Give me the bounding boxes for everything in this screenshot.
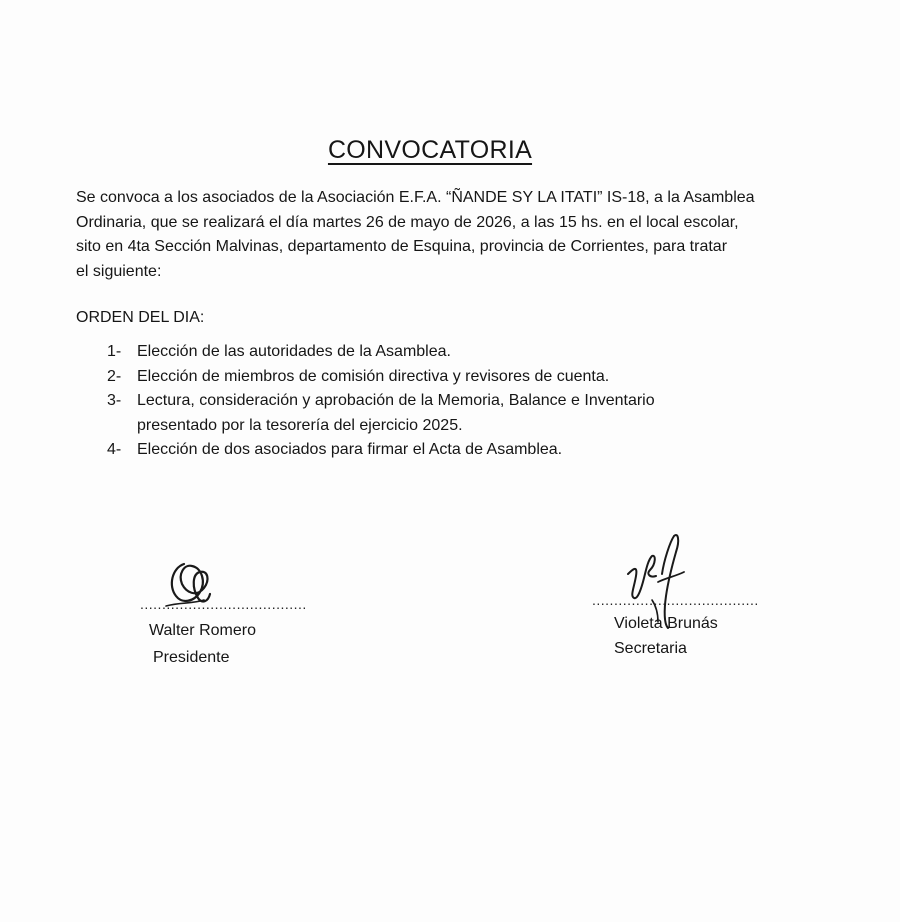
agenda-item-number: 4- (107, 441, 122, 458)
signatory-name: Violeta Brunás (614, 615, 718, 632)
agenda-item-number: 3- (107, 392, 122, 409)
agenda-item-text: presentado por la tesorería del ejercicio 2025. (137, 416, 463, 434)
intro-paragraph (76, 186, 796, 284)
agenda-item-text: Elección de las autoridades de la Asamblea. (137, 343, 451, 360)
intro-line: sito en 4ta Sección Malvinas, departamento de Esquina, provincia de Corrientes, para tratar (76, 238, 728, 255)
intro-line: Se convoca a los asociados de la Asociación E.F.A. “ÑANDE SY LA ITATI” IS-18, a la Asamblea (76, 189, 755, 206)
agenda-heading: ORDEN DEL DIA: (76, 309, 205, 326)
signature-dotted-line: ...................................... (140, 596, 307, 612)
agenda-item-text: Elección de dos asociados para firmar el Acta de Asamblea. (137, 441, 563, 458)
signature-dotted-line: ...................................... (592, 592, 759, 608)
signatory-role: Secretaria (614, 640, 687, 657)
agenda-item-number: 1- (107, 343, 122, 360)
agenda-item (107, 340, 747, 365)
signatory-name: Walter Romero (149, 622, 256, 639)
agenda-item (107, 365, 747, 390)
document-title: CONVOCATORIA (327, 136, 533, 164)
agenda-item (107, 389, 747, 438)
intro-line: el siguiente: (76, 262, 162, 280)
agenda-list (107, 340, 747, 463)
signatory-role: Presidente (153, 649, 230, 666)
agenda-item (107, 438, 747, 463)
agenda-item-text: Lectura, consideración y aprobación de la Memoria, Balance e Inventario (137, 392, 655, 409)
agenda-item-number: 2- (107, 367, 122, 385)
intro-line: Ordinaria, que se realizará el día martes 26 de mayo de 2026, a las 15 hs. en el local escolar, (76, 213, 739, 231)
agenda-item-text: Elección de miembros de comisión directiva y revisores de cuenta. (137, 367, 610, 385)
